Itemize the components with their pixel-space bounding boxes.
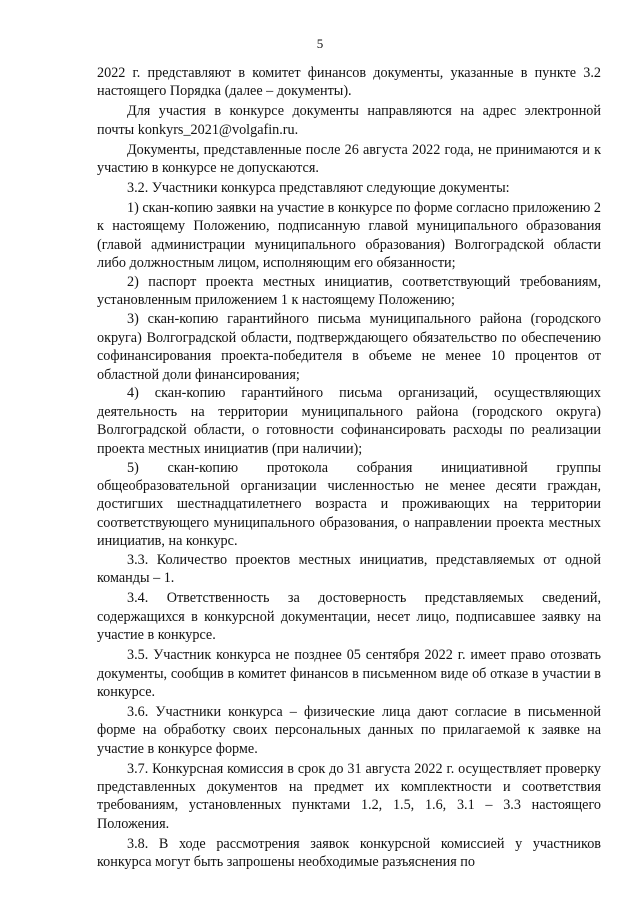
- paragraph-deadline: Документы, представленные после 26 августа 2022 года, не принимаются и к участию в конкурсе не допускаются.: [97, 141, 601, 177]
- document-body: [97, 64, 601, 873]
- clause-3-7: 3.7. Конкурсная комиссия в срок до 31 августа 2022 г. осуществляет проверку представленных документов на предмет их комплектности и соответствия требованиям, установленных пунктами 1.2, 1.5, 1.6, 3.1 – 3.3 настоящего Положения.: [97, 760, 601, 832]
- clause-3-2-heading: 3.2. Участники конкурса представляют следующие документы:: [127, 179, 510, 196]
- paragraph-email-submission: Для участия в конкурсе документы направляются на адрес электронной почты konkyrs_2021@volgafin.ru.: [97, 103, 601, 138]
- list-item-2: 2) паспорт проекта местных инициатив, соответствующий требованиям, установленным приложением 1 к настоящему Положению;: [97, 273, 601, 309]
- clause-3-6: 3.6. Участники конкурса – физические лица дают согласие в письменной форме на обработку своих персональных данных по прилагаемой к заявке на участие в конкурсе форме.: [97, 703, 601, 757]
- clause-3-5: 3.5. Участник конкурса не позднее 05 сентября 2022 г. имеет право отозвать документы, сообщив в комитет финансов в письменном виде об отказе в участии в конкурсе.: [97, 647, 601, 700]
- list-item-1: 1) скан-копию заявки на участие в конкурсе по форме согласно приложению 2 к настоящему Положению, подписанную главой муниципального образования (главой администрации муниципального образования) Волгоградской области либо должностным лицом, исполняющим его обязанности;: [97, 199, 601, 272]
- list-item-3: 3) скан-копию гарантийного письма муниципального района (городского округа) Волгоградской области, подтверждающего обязательство по обеспечению софинансирования проекта-победителя в объеме не менее 10 процентов от областной доли финансирования;: [97, 311, 601, 383]
- list-item-4: 4) скан-копию гарантийного письма организаций, осуществляющих деятельность на территории муниципального района (городского округа) Волгоградской области, о готовности софинансировать расходы по реализации проекта местных инициатив (при наличии);: [97, 385, 601, 457]
- list-item-5: 5) скан-копию протокола собрания инициативной группы общеобразовательной организации численностью не менее десяти граждан, достигших шестнадцатилетнего возраста и проживающих на территории соответствующего муниципального образования, о направлении проекта местных инициатив, на конкурс.: [97, 459, 601, 550]
- page-number: 5: [316, 36, 324, 51]
- clause-3-4: 3.4. Ответственность за достоверность представляемых сведений, содержащихся в конкурсной документации, несет лицо, подписавшее заявку на участие в конкурсе.: [97, 590, 601, 644]
- paragraph-continuation: 2022 г. представляют в комитет финансов документы, указанные в пункте 3.2 настоящего Порядка (далее – документы).: [97, 65, 601, 100]
- clause-3-8: 3.8. В ходе рассмотрения заявок конкурсной комиссией у участников конкурса могут быть запрошены необходимые разъяснения по: [97, 835, 601, 871]
- clause-3-3: 3.3. Количество проектов местных инициатив, представляемых от одной команды – 1.: [97, 552, 601, 587]
